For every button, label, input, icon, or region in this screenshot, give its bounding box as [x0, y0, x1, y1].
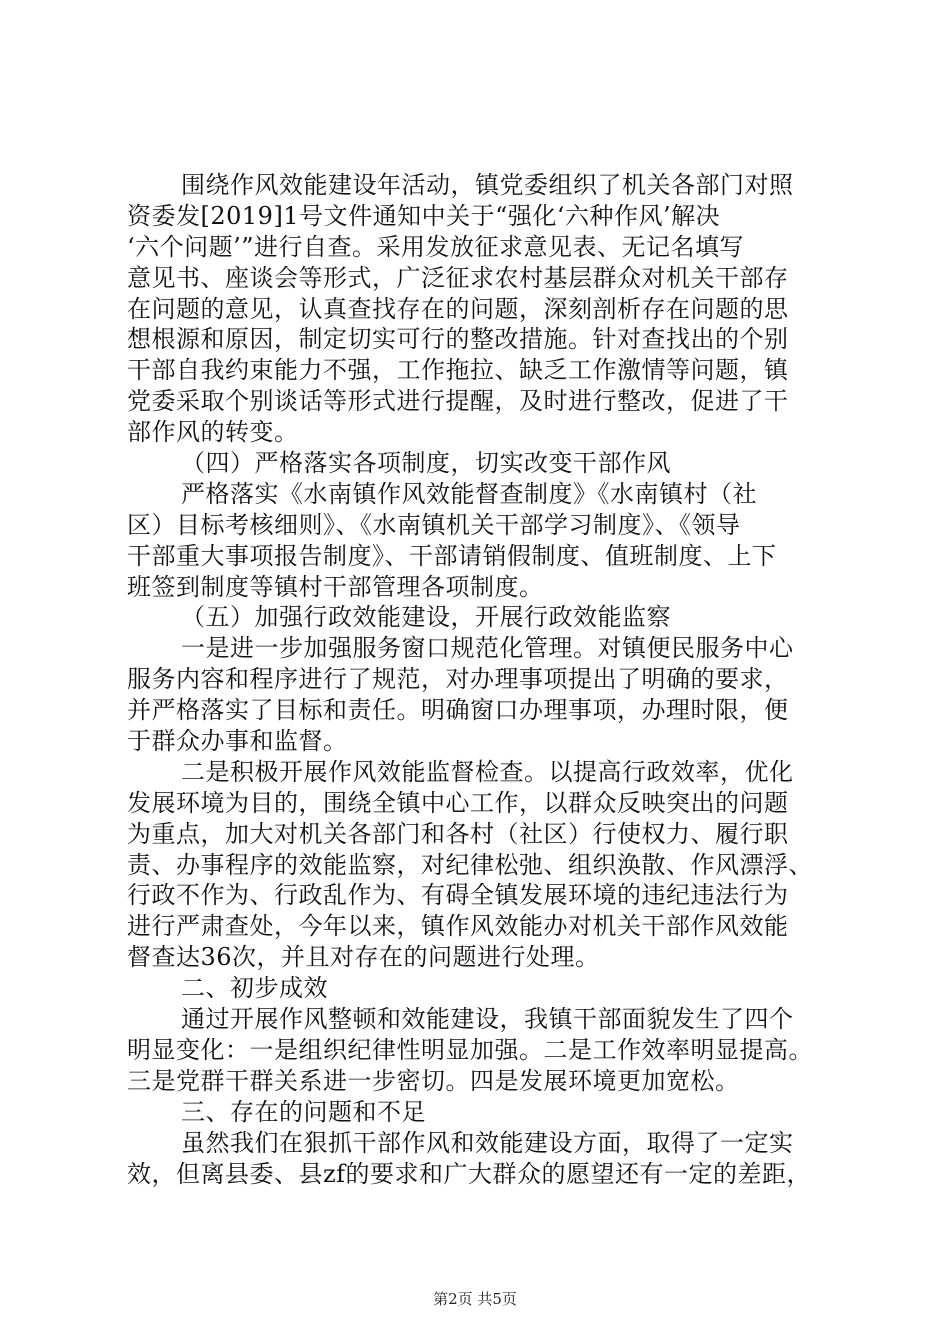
- text-line: 围绕作风效能建设年活动，镇党委组织了机关各部门对照: [181, 171, 794, 199]
- text-line: 二是积极开展作风效能监督检查。以提高行政效率，优化: [181, 757, 794, 786]
- text-line: 于群众办事和监督。: [127, 727, 348, 756]
- text-line: 进行严肃查处，今年以来，镇作风效能办对机关干部作风效能: [127, 912, 789, 941]
- text-line: 为重点，加大对机关各部门和各村（社区）行使权力、履行职: [127, 819, 789, 848]
- text-line: 干部自我约束能力不强，工作拖拉、缺乏工作激情等问题，镇: [127, 356, 789, 385]
- text-line: 行政不作为、行政乱作为、有碍全镇发展环境的违纪违法行为: [127, 881, 789, 910]
- text-line: 责、办事程序的效能监察，对纪律松弛、组织涣散、作风漂浮、: [127, 850, 813, 879]
- text-line: 班签到制度等镇村干部管理各项制度。: [127, 572, 544, 601]
- text-line: 发展环境为目的，围绕全镇中心工作，以群众反映突出的问题: [127, 788, 789, 817]
- text-line: 干部重大事项报告制度》、干部请销假制度、值班制度、上下: [127, 541, 777, 570]
- text-line: 意见书、座谈会等形式，广泛征求农村基层群众对机关干部存: [127, 263, 789, 292]
- text-line: ‘六个问题’”进行自查。采用发放征求意见表、无记名填写: [127, 232, 745, 261]
- text-line: 并严格落实了目标和责任。明确窗口办理事项，办理时限，便: [127, 696, 789, 725]
- text-line: 部作风的转变。: [127, 418, 299, 447]
- text-line: 二、初步成效: [181, 974, 328, 1003]
- text-line: 三是党群干群关系进一步密切。四是发展环境更加宽松。: [127, 1066, 740, 1095]
- text-line: 三、存在的问题和不足: [181, 1097, 426, 1126]
- text-line: （四）严格落实各项制度，切实改变干部作风: [181, 449, 671, 478]
- text-line: 明显变化：一是组织纪律性明显加强。二是工作效率明显提高。: [127, 1035, 813, 1064]
- text-line: 资委发[2019]1号文件通知中关于“强化‘六种作风’解决: [127, 201, 721, 230]
- text-line: 在问题的意见，认真查找存在的问题，深刻剖析存在问题的思: [127, 294, 789, 323]
- text-line: 通过开展作风整顿和效能建设，我镇干部面貌发生了四个: [181, 1005, 794, 1034]
- text-line: 想根源和原因，制定切实可行的整改措施。针对查找出的个别: [127, 325, 789, 354]
- text-line: 服务内容和程序进行了规范，对办理事项提出了明确的要求，: [127, 665, 789, 694]
- text-line: 严格落实《水南镇作风效能督查制度》《水南镇村（社: [181, 479, 757, 508]
- text-line: 区）目标考核细则》、《水南镇机关干部学习制度》、《领导: [127, 510, 741, 539]
- text-line: 效，但离县委、县zf的要求和广大群众的愿望还有一定的差距，: [127, 1159, 812, 1188]
- text-line: 党委采取个别谈话等形式进行提醒，及时进行整改，促进了干: [127, 387, 789, 416]
- page-footer: 第2页 共5页: [433, 1290, 517, 1308]
- text-line: （五）加强行政效能建设，开展行政效能监察: [181, 603, 671, 632]
- text-line: 虽然我们在狠抓干部作风和效能建设方面，取得了一定实: [181, 1128, 794, 1157]
- text-line: 督查达36次，并且对存在的问题进行处理。: [127, 943, 600, 972]
- document-body: [127, 170, 857, 1189]
- text-line: 一是进一步加强服务窗口规范化管理。对镇便民服务中心: [181, 634, 794, 663]
